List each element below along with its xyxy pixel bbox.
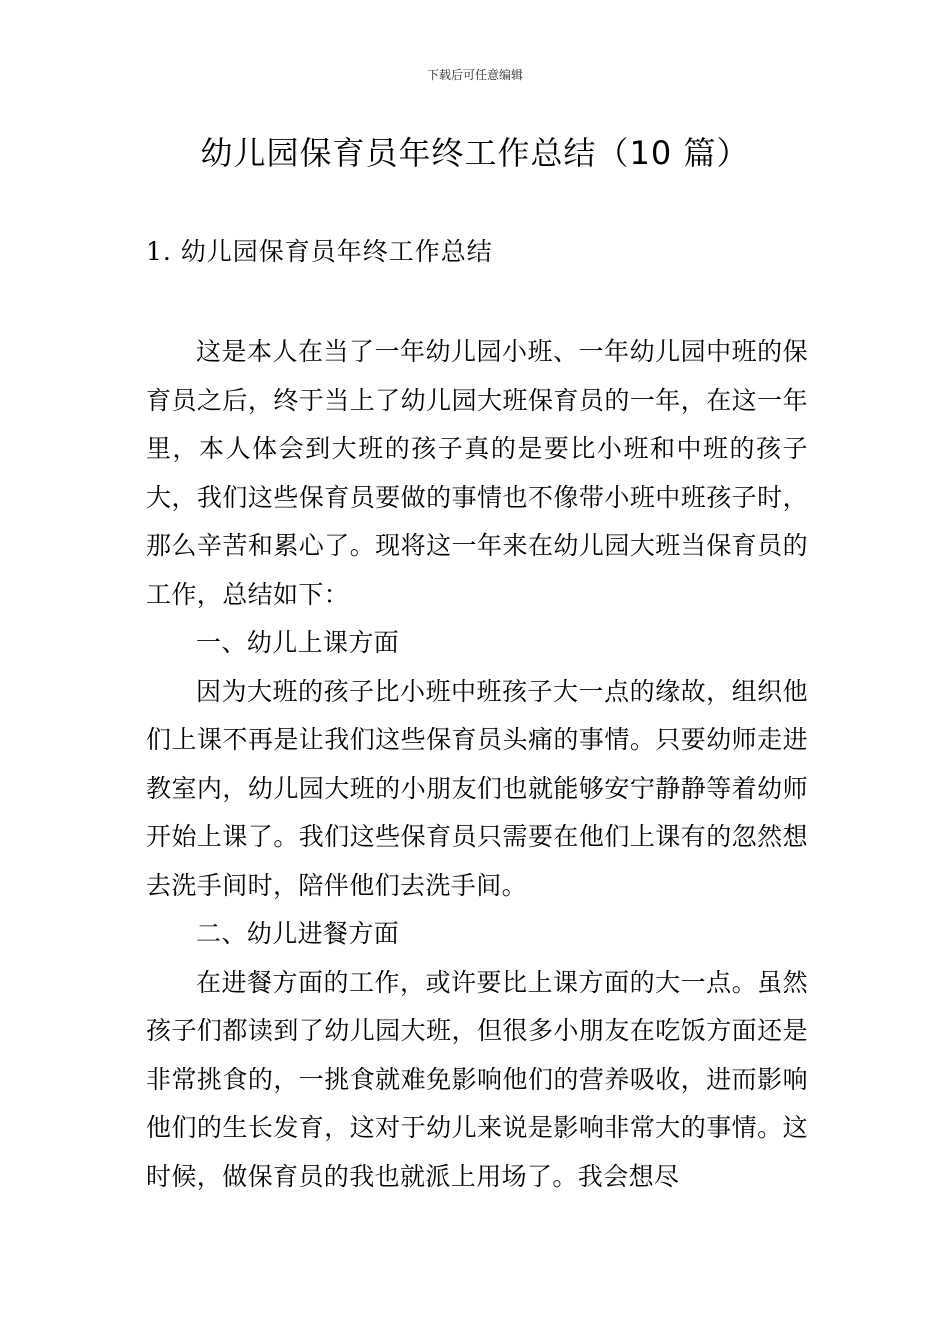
subheading-class: 一、幼儿上课方面 xyxy=(196,628,400,657)
document-body xyxy=(146,328,808,1201)
page-header-note: 下载后可任意编辑 xyxy=(426,68,523,82)
body-paragraph: 因为大班的孩子比小班中班孩子大一点的缘故，组织他们上课不再是让我们这些保育员头痛的事情。只要幼师走进教室内，幼儿园大班的小朋友们也就能够安宁静静等着幼师开始上课了。我们这些保育员只需要在他们上课有的忽然想去洗手间时，陪伴他们去洗手间。 xyxy=(146,676,808,900)
body-paragraph: 这是本人在当了一年幼儿园小班、一年幼儿园中班的保育员之后，终于当上了幼儿园大班保育员的一年，在这一年里，本人体会到大班的孩子真的是要比小班和中班的孩子大，我们这些保育员要做的事情也不像带小班中班孩子时，那么辛苦和累心了。现将这一年来在幼儿园大班当保育员的工作，总结如下： xyxy=(146,337,808,609)
subheading-meals: 二、幼儿进餐方面 xyxy=(196,919,400,948)
section-heading: 1. 幼儿园保育员年终工作总结 xyxy=(146,237,493,266)
document-title: 幼儿园保育员年终工作总结（10 篇） xyxy=(200,134,750,172)
body-paragraph: 在进餐方面的工作，或许要比上课方面的大一点。虽然孩子们都读到了幼儿园大班，但很多小朋友在吃饭方面还是非常挑食的，一挑食就难免影响他们的营养吸收，进而影响他们的生长发育，这对于幼儿来说是影响非常大的事情。这时候，做保育员的我也就派上用场了。我会想尽 xyxy=(146,967,808,1191)
